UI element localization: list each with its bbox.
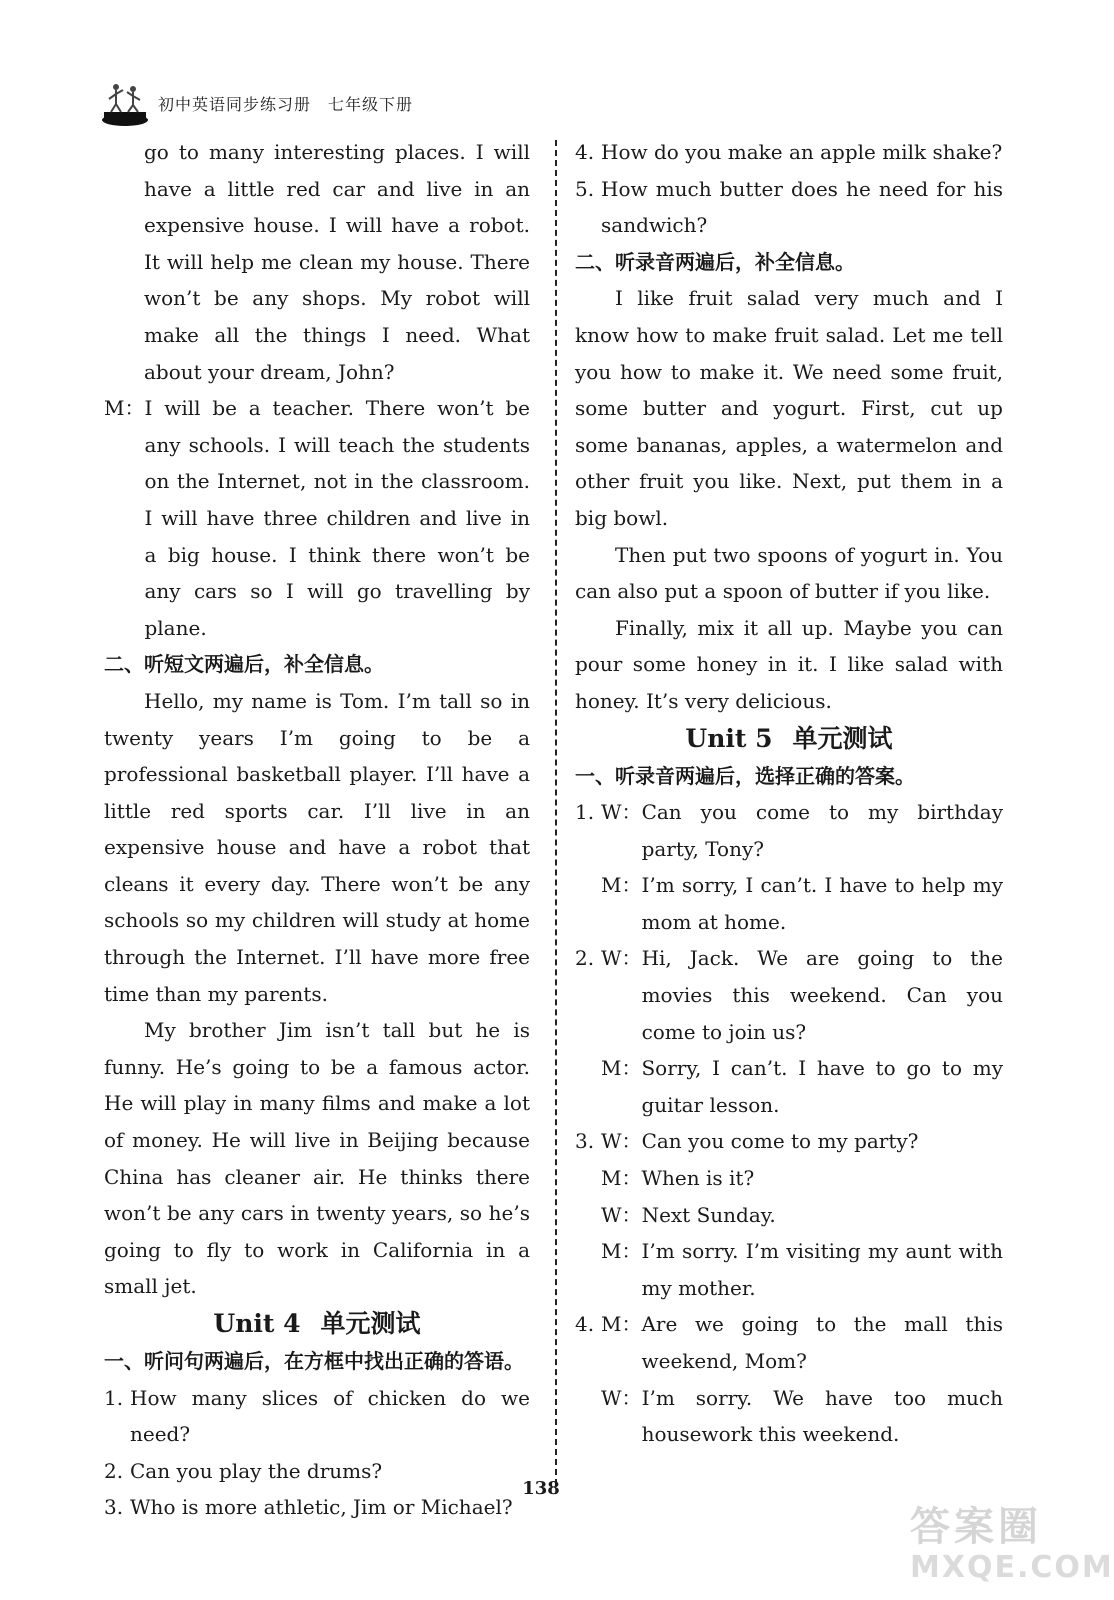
paragraph: Hello, my name is Tom. I’m tall so in twenty years I’m going to be a professional basketball player. I’ll have a little red sports car. I’ll live in an expensive house and have a robot that cleans it every day. There won’t be any schools so my children will study at home through the Internet. I’ll have more free time than my parents. bbox=[104, 688, 530, 1006]
paragraph: I like fruit salad very much and I know how to make fruit salad. Let me tell you how to make it. We need some fruit, some butter and yogurt. First, cut up some bananas, apples, a watermelon and other fruit you like. Next, put them in a big bowl. bbox=[575, 286, 1003, 530]
dialogue-line bbox=[601, 1380, 1003, 1453]
speech-text: I’m sorry, I can’t. I have to help my mom at home. bbox=[641, 873, 1003, 934]
paragraph: Finally, mix it all up. Maybe you can pour some honey in it. I like salad with honey. It’s very delicious. bbox=[575, 615, 1003, 713]
speaker-label: W： bbox=[601, 1129, 642, 1154]
speech-text: Are we going to the mall this weekend, Mom? bbox=[641, 1312, 1003, 1373]
unit-title-en: Unit 5 bbox=[685, 723, 773, 753]
question-text: Who is more athletic, Jim or Michael? bbox=[130, 1495, 513, 1520]
question-number: 3. bbox=[104, 1495, 124, 1520]
speech-text: Can you come to my birthday party, Tony? bbox=[641, 800, 1003, 861]
dialogue-item bbox=[575, 794, 1003, 940]
question-number: 3. bbox=[575, 1129, 595, 1154]
dialogue-line bbox=[601, 794, 1003, 867]
question-number: 5. bbox=[575, 176, 595, 201]
speech-text: Next Sunday. bbox=[641, 1202, 776, 1227]
dialogue-item bbox=[575, 1123, 1003, 1306]
right-column bbox=[575, 134, 1003, 1453]
speaker-label: W： bbox=[601, 1385, 642, 1410]
speaker-label: M： bbox=[601, 873, 642, 898]
question-item bbox=[104, 1380, 530, 1453]
question-text: Can you play the drums? bbox=[130, 1458, 383, 1483]
dialogue-body bbox=[601, 1306, 1003, 1452]
book-logo-icon bbox=[100, 78, 150, 128]
speech-text: I’m sorry. I’m visiting my aunt with my mother. bbox=[641, 1239, 1003, 1300]
question-item bbox=[575, 171, 1003, 244]
question-text: How much butter does he need for his sandwich? bbox=[601, 176, 1003, 238]
unit-title-en: Unit 4 bbox=[213, 1309, 301, 1338]
dialogue-line bbox=[601, 1306, 1003, 1379]
dialogue-line bbox=[104, 390, 530, 646]
dialogue-body bbox=[601, 940, 1003, 1123]
continued-text: go to many interesting places. I will have a little red car and live in an expensive house. I will have a robot. It will help me clean my house. There won’t be any shops. My robot will make all the things I need. What about your dream, John? bbox=[144, 140, 530, 384]
speech-text: Hi, Jack. We are going to the movies this weekend. Can you come to join us? bbox=[641, 946, 1003, 1044]
question-number: 2. bbox=[104, 1458, 124, 1483]
dialogue-line bbox=[601, 1233, 1003, 1306]
page-header bbox=[100, 78, 600, 128]
paragraph: Then put two spoons of yogurt in. You can also put a spoon of butter if you like. bbox=[575, 542, 1003, 604]
question-text: How do you make an apple milk shake? bbox=[601, 140, 1003, 164]
question-number: 4. bbox=[575, 140, 595, 164]
unit-title bbox=[104, 1305, 530, 1343]
question-number: 2. bbox=[575, 946, 595, 971]
dialogue-line bbox=[601, 940, 1003, 1050]
speech-text: When is it? bbox=[641, 1166, 755, 1191]
left-column bbox=[104, 134, 530, 1526]
question-text: How many slices of chicken do we need? bbox=[130, 1385, 530, 1447]
question-number: 1. bbox=[104, 1385, 124, 1410]
speech-text: I’m sorry. We have too much housework this weekend. bbox=[641, 1385, 1003, 1447]
unit-title bbox=[575, 720, 1003, 758]
speech-text: Sorry, I can’t. I have to go to my guitar lesson. bbox=[641, 1056, 1003, 1117]
dialogue-line bbox=[601, 867, 1003, 940]
speaker-label: W： bbox=[601, 1202, 642, 1227]
speaker-label: M： bbox=[601, 1312, 642, 1337]
speech-text: I will be a teacher. There won’t be any schools. I will teach the students on the Internet, not in the classroom. I will have three children and live in a big house. I think there won’t be any cars so I will go travelling by plane. bbox=[144, 396, 530, 640]
unit-title-cn: 单元测试 bbox=[792, 723, 893, 753]
column-divider bbox=[555, 140, 557, 1485]
dialogue-line bbox=[601, 1160, 1003, 1197]
watermark-line1: 答案圈 bbox=[910, 1504, 1042, 1550]
speech-text: Can you come to my party? bbox=[641, 1129, 919, 1154]
dialogue-item bbox=[575, 1306, 1003, 1452]
speaker-label: M： bbox=[601, 1239, 642, 1264]
paragraph: My brother Jim isn’t tall but he is funny. He’s going to be a famous actor. He will play in many films and make a lot of money. He will live in Beijing because China has cleaner air. He thinks there won’t be any cars in twenty years, so he’s going to fly to work in California in a small jet. bbox=[104, 1018, 530, 1299]
section-heading: 一、听录音两遍后，选择正确的答案。 bbox=[575, 763, 915, 788]
speaker-label: M： bbox=[601, 1056, 642, 1081]
watermark-line2: MXQE.COM bbox=[910, 1550, 1114, 1585]
question-number: 4. bbox=[575, 1312, 595, 1337]
dialogue-line bbox=[601, 1123, 1003, 1160]
question-item bbox=[575, 134, 1003, 171]
speaker-label: W： bbox=[601, 800, 642, 825]
dialogue-body bbox=[601, 794, 1003, 940]
speaker-label: W： bbox=[601, 946, 642, 971]
dialogue-line bbox=[601, 1050, 1003, 1123]
watermark bbox=[900, 1495, 1114, 1595]
dialogue-line bbox=[601, 1197, 1003, 1234]
section-heading: 二、听录音两遍后，补全信息。 bbox=[575, 249, 855, 274]
section-heading: 二、听短文两遍后，补全信息。 bbox=[104, 652, 384, 677]
dialogue-item bbox=[575, 940, 1003, 1123]
book-title: 初中英语同步练习册 七年级下册 bbox=[158, 95, 414, 114]
unit-title-cn: 单元测试 bbox=[320, 1309, 421, 1338]
section-heading: 一、听问句两遍后，在方框中找出正确的答语。 bbox=[104, 1349, 524, 1373]
dialogue-body bbox=[601, 1123, 1003, 1306]
speaker-label: M： bbox=[601, 1166, 642, 1191]
question-number: 1. bbox=[575, 800, 595, 825]
page-number: 138 bbox=[522, 1478, 560, 1499]
speaker-label: M： bbox=[104, 396, 145, 421]
